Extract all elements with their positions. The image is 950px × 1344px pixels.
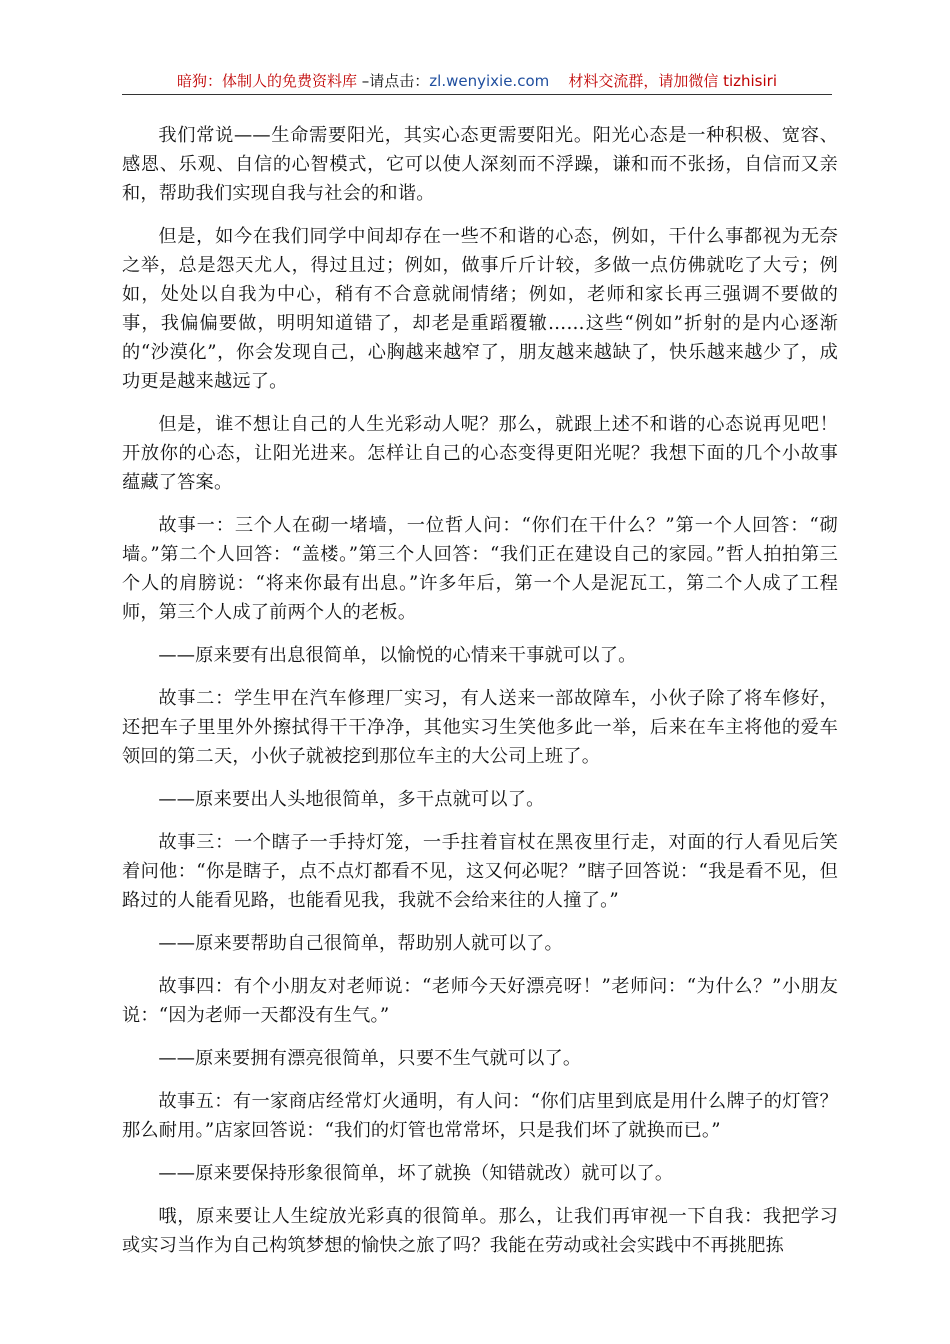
paragraph: ——原来要拥有漂亮很简单，只要不生气就可以了。 xyxy=(158,1048,582,1069)
paragraph: 故事一：三个人在砌一堵墙，一位哲人问：“你们在干什么？”第一个人回答：“砌墙。”第二个人回答：“盖楼。”第三个人回答：“我们正在建设自己的家园。”哲人拍拍第三个人的肩膀说：“将来你最有出息。”许多年后，第一个人是泥瓦工，第二个人成了工程师，第三个人成了前两个人的老板。 xyxy=(122,515,838,623)
paragraph: 故事五：有一家商店经常灯火通明，有人问：“你们店里到底是用什么牌子的灯管？那么耐用。”店家回答说：“我们的灯管也常常坏，只是我们坏了就换而已。” xyxy=(122,1091,838,1141)
page-header xyxy=(122,68,832,95)
paragraph: ——原来要有出息很简单，以愉悦的心情来干事就可以了。 xyxy=(158,645,637,666)
document-body xyxy=(122,121,838,1274)
paragraph: ——原来要保持形象很简单，坏了就换（知错就改）就可以了。 xyxy=(158,1163,674,1184)
paragraph: ——原来要帮助自己很简单，帮助别人就可以了。 xyxy=(158,933,563,954)
paragraph: 我们常说——生命需要阳光，其实心态更需要阳光。阳光心态是一种积极、宽容、感恩、乐观、自信的心智模式，它可以使人深刻而不浮躁，谦和而不张扬，自信而又亲和，帮助我们实现自我与社会的和谐。 xyxy=(122,125,838,204)
paragraph: ——原来要出人头地很简单，多干点就可以了。 xyxy=(158,789,545,810)
paragraph: 但是，谁不想让自己的人生光彩动人呢？那么，就跟上述不和谐的心态说再见吧！开放你的心态，让阳光进来。怎样让自己的心态变得更阳光呢？我想下面的几个小故事蕴藏了答案。 xyxy=(122,414,838,493)
header-link[interactable]: zl.wenyixie.com xyxy=(429,72,550,90)
header-click-prefix: –请点击： xyxy=(357,72,430,90)
paragraph: 故事四：有个小朋友对老师说：“老师今天好漂亮呀！”老师问：“为什么？”小朋友说：“因为老师一天都没有生气。” xyxy=(122,976,838,1026)
paragraph: 但是，如今在我们同学中间却存在一些不和谐的心态，例如，干什么事都视为无奈之举，总是怨天尤人，得过且过；例如，做事斤斤计较，多做一点仿佛就吃了大亏；例如，处处以自我为中心，稍有不合意就闹情绪；例如，老师和家长再三强调不要做的事，我偏偏要做，明明知道错了，却老是重蹈覆辙……这些“例如”折射的是内心逐渐的“沙漠化”，你会发现自己，心胸越来越窄了，朋友越来越缺了，快乐越来越少了，成功更是越来越远了。 xyxy=(122,226,838,392)
paragraph: 哦，原来要让人生绽放光彩真的很简单。那么，让我们再审视一下自我：我把学习或实习当作为自己构筑梦想的愉快之旅了吗？我能在劳动或社会实践中不再挑肥拣 xyxy=(122,1206,838,1256)
header-wechat: 材料交流群，请加微信 tizhisiri xyxy=(568,72,777,90)
paragraph: 故事二：学生甲在汽车修理厂实习，有人送来一部故障车，小伙子除了将车修好，还把车子里里外外擦拭得干干净净，其他实习生笑他多此一举，后来在车主将他的爱车领回的第二天，小伙子就被挖到那位车主的大公司上班了。 xyxy=(122,688,838,767)
header-brand: 暗狗：体制人的免费资料库 xyxy=(177,72,358,90)
paragraph: 故事三：一个瞎子一手持灯笼，一手拄着盲杖在黑夜里行走，对面的行人看见后笑着问他：“你是瞎子，点不点灯都看不见，这又何必呢？”瞎子回答说：“我是看不见，但路过的人能看见路，也能看见我，我就不会给来往的人撞了。” xyxy=(122,832,838,911)
